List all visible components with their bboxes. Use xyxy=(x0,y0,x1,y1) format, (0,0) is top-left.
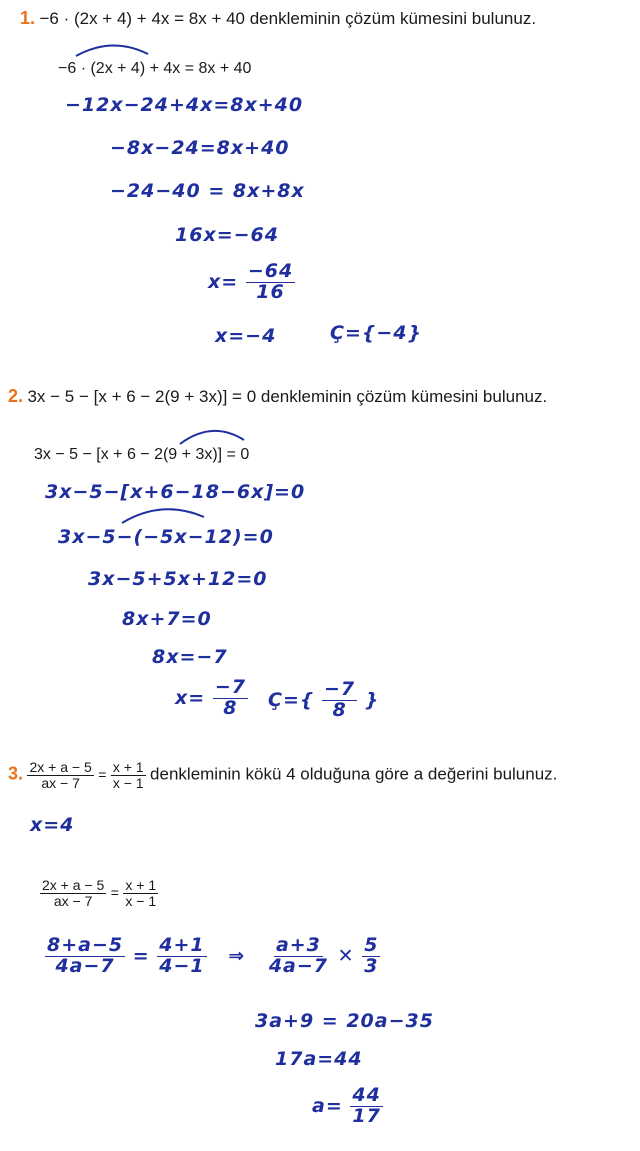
q3-hw-equals: = xyxy=(132,944,150,967)
q3-prompt-frac1-num: 2x + a − 5 xyxy=(29,759,92,775)
question-2-prompt xyxy=(8,386,547,407)
q3-typed-frac1-den: ax − 7 xyxy=(53,892,93,909)
q2-step-5: 8x=−7 xyxy=(152,646,228,668)
q2-set-numerator: −7 xyxy=(324,678,356,700)
q3-hw-frac3-den: 4a−7 xyxy=(268,954,329,977)
q3-prompt-frac2-den: x − 1 xyxy=(112,774,144,791)
q1-step-1: −12x−24+4x=8x+40 xyxy=(65,94,304,116)
q3-prompt-frac1-den: ax − 7 xyxy=(41,774,80,791)
q3-final xyxy=(312,1086,383,1127)
question-1-typed-equation: −6 · (2x + 4) + 4x = 8x + 40 xyxy=(58,60,252,77)
q3-hw-frac4-den: 3 xyxy=(364,954,379,977)
q2-step-4: 8x+7=0 xyxy=(122,608,212,630)
q2-set-open: Ç={ xyxy=(268,688,315,711)
q3-final-fraction xyxy=(350,1086,382,1127)
q3-typed-frac1-num: 2x + a − 5 xyxy=(42,877,105,893)
question-1-number: 1. xyxy=(20,8,36,28)
q1-x-label: x= xyxy=(208,270,239,293)
q3-typed-frac2-den: x − 1 xyxy=(125,892,157,909)
question-2-number: 2. xyxy=(8,386,24,406)
q3-final-label: a= xyxy=(312,1094,343,1117)
q3-hw-frac4-num: 5 xyxy=(364,934,379,956)
q1-step-4: 16x=−64 xyxy=(175,224,279,246)
q3-step-1 xyxy=(45,936,380,977)
q2-step-3: 3x−5+5x+12=0 xyxy=(88,568,268,590)
q2-set-denominator: 8 xyxy=(332,698,347,721)
q1-step-3: −24−40 = 8x+8x xyxy=(110,180,305,202)
q3-hw-frac1-num: 8+a−5 xyxy=(47,934,124,956)
q3-final-numerator: 44 xyxy=(352,1084,381,1106)
distribution-arc xyxy=(74,40,154,60)
q2-fraction-denominator: 8 xyxy=(223,696,238,719)
q3-hw-frac1-den: 4a−7 xyxy=(55,954,115,977)
question-3-prompt xyxy=(8,760,557,790)
q3-typed-frac2-num: x + 1 xyxy=(125,877,157,893)
question-2-text: 3x − 5 − [x + 6 − 2(9 + 3x)] = 0 denkleminin çözüm kümesini bulunuz. xyxy=(27,387,548,406)
q2-x-label: x= xyxy=(175,686,206,709)
q1-fraction xyxy=(246,262,295,303)
question-2-typed-equation: 3x − 5 − [x + 6 − 2(9 + 3x)] = 0 xyxy=(34,446,250,463)
q3-given: x=4 xyxy=(30,814,75,836)
q3-hw-fraction-1 xyxy=(45,936,125,977)
question-1-text: −6 · (2x + 4) + 4x = 8x + 40 denkleminin çözüm kümesini bulunuz. xyxy=(39,9,537,28)
q3-hw-fraction-3 xyxy=(267,936,330,977)
q3-hw-frac2-num: 4+1 xyxy=(159,934,205,956)
cross-multiply-icon: ✕ xyxy=(337,944,355,967)
q1-fraction-numerator: −64 xyxy=(247,260,294,282)
q3-typed-fraction-right xyxy=(123,878,158,908)
q3-typed-equals: = xyxy=(110,884,119,901)
q3-prompt-fraction-left xyxy=(27,760,93,790)
q1-step-5 xyxy=(208,262,295,303)
q3-hw-frac2-den: 4−1 xyxy=(159,954,205,977)
q3-hw-fraction-2 xyxy=(157,936,206,977)
q3-step-3: 17a=44 xyxy=(275,1048,363,1070)
q2-step-2: 3x−5−(−5x−12)=0 xyxy=(58,526,274,548)
q1-step-2: −8x−24=8x+40 xyxy=(110,137,290,159)
q1-solution-set: Ç={−4} xyxy=(330,322,423,344)
distribution-arc xyxy=(120,505,210,525)
q3-prompt-equals: = xyxy=(98,766,107,783)
question-3-text: denkleminin kökü 4 olduğuna göre a değerini bulunuz. xyxy=(150,764,558,784)
q3-step-2: 3a+9 = 20a−35 xyxy=(255,1010,434,1032)
q3-typed-fraction-left xyxy=(40,878,106,908)
q2-step-6 xyxy=(175,678,248,719)
q3-hw-frac3-num: a+3 xyxy=(275,934,321,956)
q1-final: x=−4 xyxy=(215,325,277,347)
q2-solution-set xyxy=(268,680,379,721)
q3-prompt-frac2-num: x + 1 xyxy=(112,759,144,775)
q3-hw-fraction-4 xyxy=(362,936,380,977)
q2-set-close: } xyxy=(364,688,380,711)
q3-final-denominator: 17 xyxy=(352,1104,381,1127)
q2-step-1: 3x−5−[x+6−18−6x]=0 xyxy=(45,481,306,503)
q2-fraction-numerator: −7 xyxy=(214,676,246,698)
question-1-prompt xyxy=(20,8,536,29)
q3-prompt-fraction-right xyxy=(111,760,146,790)
question-3-number: 3. xyxy=(8,763,24,784)
distribution-arc xyxy=(178,426,250,446)
q2-set-fraction xyxy=(322,680,357,721)
implies-arrow-icon: ⇒ xyxy=(228,944,246,967)
q1-fraction-denominator: 16 xyxy=(256,280,285,303)
q2-fraction xyxy=(213,678,248,719)
question-3-typed-equation xyxy=(40,878,158,908)
